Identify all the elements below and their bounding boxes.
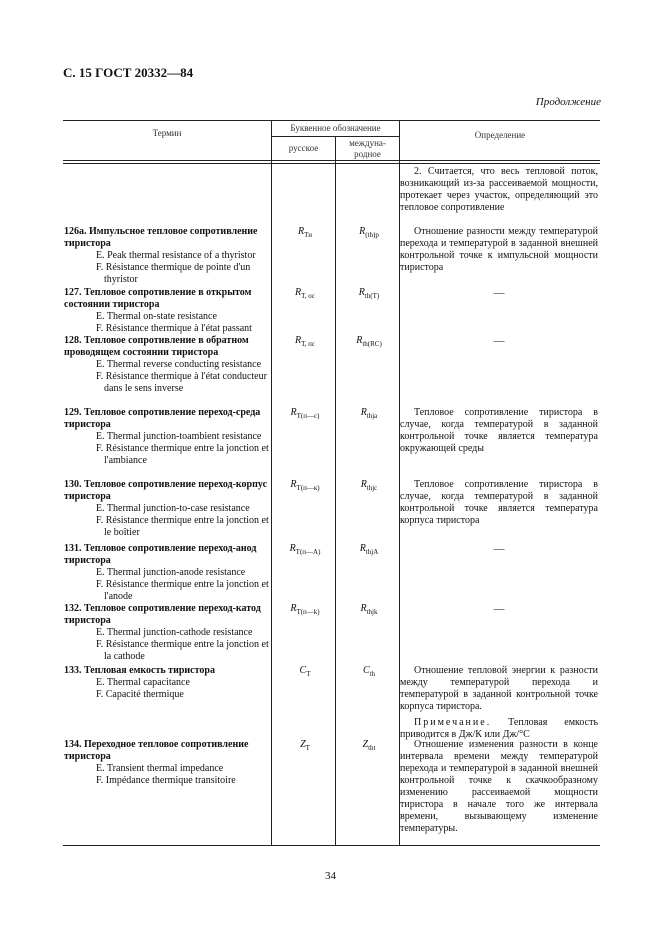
- table-bottom-line: [63, 845, 600, 846]
- international-symbol: [336, 543, 402, 556]
- term-french: F. Résistance thermique à l'état passant: [96, 323, 252, 334]
- definition-cell: [400, 479, 598, 527]
- term-english: E. Thermal on-state resistance: [96, 311, 217, 322]
- term-title: Переходное тепловое сопротивление тиристора: [64, 739, 249, 762]
- russian-symbol: [272, 479, 338, 492]
- term-english: E. Peak thermal resistance of a thyristor: [96, 250, 256, 261]
- russian-symbol: [272, 226, 338, 239]
- symbol-subscript: Т, пс: [301, 340, 316, 348]
- term-cell: [64, 665, 272, 701]
- term-cell: [64, 226, 272, 286]
- definition-cell: [400, 739, 598, 835]
- definition-text: Тепловое сопротивление тиристора в случае, когда температурой в заданной контрольной точке является температура корпуса тиристора: [400, 479, 598, 526]
- term-number: 129.: [64, 407, 82, 418]
- symbol-subscript: tht: [368, 744, 376, 752]
- header-international: междуна- родное: [349, 138, 386, 159]
- header-bottom-line-2: [63, 163, 600, 164]
- term-french: F. Capacité thermique: [96, 689, 184, 700]
- term-number: 131.: [64, 543, 82, 554]
- term-english: E. Thermal junction-cathode resistance: [96, 627, 253, 638]
- top-note: 2. Считается, что весь тепловой поток, возникающий из-за рассеиваемой мощности, протекает через участок, определяющий это тепловое сопротивление: [400, 166, 598, 213]
- term-cell: [64, 287, 272, 335]
- symbol-letter: R: [360, 479, 367, 490]
- symbol-letter: R: [358, 287, 365, 298]
- international-symbol: [336, 665, 402, 678]
- note-text: Тепловая емкость приводится в Дж/К или Дж/°С: [400, 717, 599, 740]
- symbol-letter: R: [295, 287, 302, 298]
- term-english: E. Thermal junction-toambient resistance: [96, 431, 262, 442]
- term-french: F. Impédance thermique transitoire: [96, 775, 236, 786]
- symbol-letter: R: [290, 407, 297, 418]
- header-definition: Определение: [474, 130, 526, 140]
- symbol-subscript: th(RC): [362, 340, 382, 348]
- page-number: 34: [325, 870, 336, 882]
- symbol-letter: R: [356, 335, 363, 346]
- symbol-letter: R: [298, 226, 305, 237]
- symbol-subscript: thjA: [365, 548, 379, 556]
- international-symbol: [336, 603, 402, 616]
- term-number: 133.: [64, 665, 82, 676]
- definition-cell: [400, 407, 598, 455]
- symbol-subscript: th: [369, 670, 376, 678]
- term-title: Тепловое сопротивление в открытом состоянии тиристора: [64, 287, 252, 310]
- russian-symbol: [272, 335, 338, 348]
- term-title: Тепловое сопротивление переход-катод тиристора: [64, 603, 261, 626]
- definition-dash: —: [493, 543, 505, 555]
- term-cell: [64, 407, 272, 467]
- term-cell: [64, 543, 272, 603]
- symbol-subscript: Т(п—А): [295, 548, 321, 556]
- term-french: F. Résistance thermique entre la jonction et l'anode: [96, 579, 269, 602]
- definition-text: Отношение разности между температурой перехода и температурой в заданной внешней контрольной точке к импульсной мощности тиристора: [400, 226, 598, 273]
- symbol-letter: R: [360, 407, 367, 418]
- term-french: F. Résistance thermique entre la jonction et le boîtier: [96, 515, 269, 538]
- term-cell: [64, 335, 272, 395]
- term-french: F. Résistance thermique à l'état conducteur dans le sens inverse: [96, 371, 267, 394]
- definition-text: Отношение тепловой энергии к разности между температурой перехода и температурой в заданной контрольной точке корпуса тиристора.: [400, 665, 598, 712]
- term-english: E. Thermal reverse conducting resistance: [96, 359, 262, 370]
- symbol-letter: R: [289, 543, 296, 554]
- symbol-subscript: th(T): [364, 292, 380, 300]
- term-number: 128.: [64, 335, 82, 346]
- table-top-line: [63, 120, 600, 121]
- international-symbol: [336, 335, 402, 348]
- term-title: Тепловое сопротивление переход-среда тиристора: [64, 407, 261, 430]
- definition-dash: —: [493, 335, 505, 347]
- definition-dash: —: [493, 603, 505, 615]
- header-bottom-line: [63, 160, 600, 161]
- term-number: 130.: [64, 479, 82, 490]
- note-label: Примечание.: [414, 717, 492, 728]
- header-term: Термин: [152, 128, 182, 138]
- symbol-subscript: Ти: [304, 231, 312, 239]
- symbol-letter: R: [294, 335, 302, 346]
- symbol-letter: Z: [362, 739, 369, 750]
- term-title: Тепловое сопротивление переход-корпус тиристора: [64, 479, 268, 502]
- term-cell: [64, 603, 272, 663]
- term-french: F. Résistance thermique entre la jonction et la cathode: [96, 639, 269, 662]
- term-title: Тепловая емкость тиристора: [84, 665, 215, 676]
- russian-symbol: [272, 603, 338, 616]
- definition-text: Тепловое сопротивление тиристора в случае, когда температурой в заданной контрольной точке является температура окружающей среды: [400, 407, 598, 454]
- header-russian: русское: [288, 143, 319, 153]
- term-number: 134.: [64, 739, 82, 750]
- russian-symbol: [272, 287, 338, 300]
- symbol-subscript: thja: [366, 412, 378, 420]
- russian-symbol: [272, 407, 338, 420]
- symbol-subscript: Т, ос: [301, 292, 315, 300]
- term-english: E. Thermal junction-to-case resistance: [96, 503, 250, 514]
- definition-cell: [400, 226, 598, 274]
- symbol-letter: C: [299, 665, 307, 676]
- symbol-subscript: Т(п—к): [296, 484, 320, 492]
- term-number: 127.: [64, 287, 82, 298]
- term-title: Импульсное тепловое сопротивление тиристора: [64, 226, 258, 249]
- symbol-subscript: thjc: [366, 484, 378, 492]
- definition-note: [400, 717, 598, 741]
- definition-text: Отношение изменения разности в конце интервала времени между температурой перехода и температурой в заданной внешней контрольной точке к скачкообразному изменению рассеиваемой мощности тиристора в начале того же интервала времени, вызывающему изменение температуры.: [400, 739, 598, 834]
- symbol-letter: Z: [300, 739, 306, 750]
- continuation-label: Продолжение: [535, 96, 601, 108]
- term-french: F. Résistance thermique entre la jonction et l'ambiance: [96, 443, 269, 466]
- term-english: E. Thermal junction-anode resistance: [96, 567, 246, 578]
- term-title: Тепловое сопротивление переход-анод тиристора: [64, 543, 257, 566]
- term-number: 132.: [64, 603, 82, 614]
- symbol-subscript: Т(п—с): [296, 412, 320, 420]
- term-number: 126а.: [64, 226, 87, 237]
- header-symbol: Буквенное обозначение: [290, 123, 381, 133]
- symbol-subscript: Т: [306, 670, 311, 678]
- page-header: С. 15 ГОСТ 20332—84: [63, 65, 194, 80]
- symbol-letter: R: [359, 543, 366, 554]
- definition-dash: —: [493, 287, 505, 299]
- international-symbol: [336, 739, 402, 752]
- symbol-subscript: thjk: [366, 608, 378, 616]
- international-symbol: [336, 479, 402, 492]
- symbol-subscript: (th)p: [365, 231, 379, 239]
- symbol-subscript: Т(п—k): [296, 608, 320, 616]
- international-symbol: [336, 226, 402, 239]
- symbol-letter: R: [359, 226, 366, 237]
- symbol-subscript: Т: [305, 744, 310, 752]
- term-english: E. Transient thermal impedance: [96, 763, 224, 774]
- term-french: F. Résistance thermique de pointe d'un thyristor: [96, 262, 251, 285]
- symbol-letter: R: [290, 479, 297, 490]
- russian-symbol: [272, 543, 338, 556]
- term-cell: [64, 479, 272, 539]
- symbol-letter: C: [362, 665, 370, 676]
- international-symbol: [336, 287, 402, 300]
- term-english: E. Thermal capacitance: [96, 677, 190, 688]
- symbol-letter: R: [360, 603, 367, 614]
- definition-cell: [400, 665, 598, 741]
- term-cell: [64, 739, 272, 787]
- term-title: Тепловое сопротивление в обратном проводящем состоянии тиристора: [64, 335, 249, 358]
- international-symbol: [336, 407, 402, 420]
- russian-symbol: [272, 739, 338, 752]
- symbol-letter: R: [290, 603, 297, 614]
- russian-symbol: [272, 665, 338, 678]
